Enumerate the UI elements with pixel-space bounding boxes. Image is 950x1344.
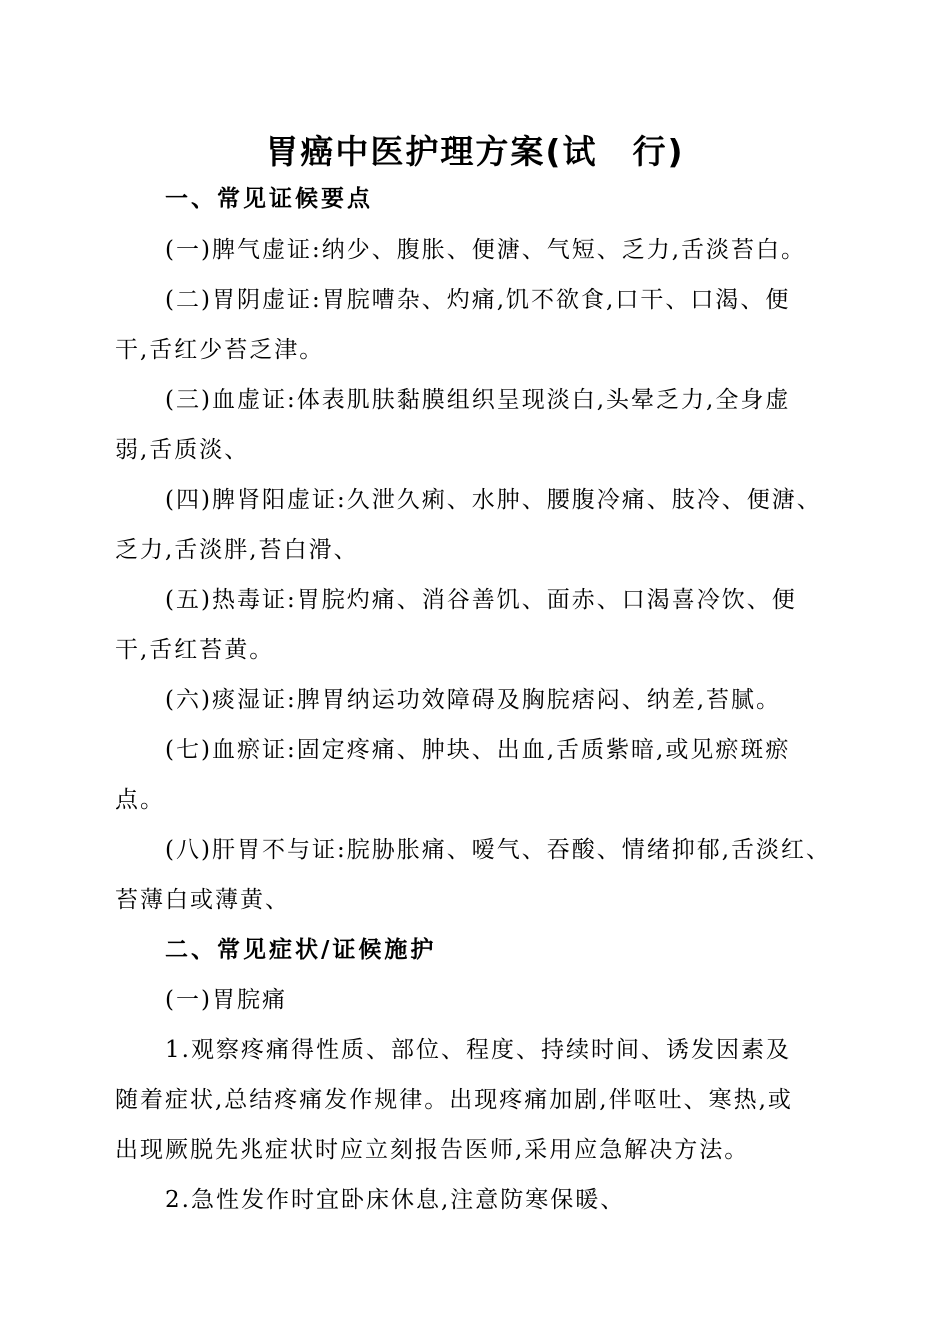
paragraph-line: (一)脾气虚证:纳少、腹胀、便溏、气短、乏力,舌淡苔白。 bbox=[165, 237, 807, 263]
paragraph-line: 干,舌红少苔乏津。 bbox=[115, 337, 325, 363]
paragraph-line: (三)血虚证:体表肌肤黏膜组织呈现淡白,头晕乏力,全身虚 bbox=[165, 387, 791, 413]
paragraph-line: 干,舌红苔黄。 bbox=[115, 637, 275, 663]
section-heading-1: 一、常见证候要点 bbox=[165, 186, 373, 212]
paragraph-line: 1.观察疼痛得性质、部位、程度、持续时间、诱发因素及 bbox=[165, 1037, 791, 1063]
paragraph-line: 出现厥脱先兆症状时应立刻报告医师,采用应急解决方法。 bbox=[115, 1137, 750, 1163]
paragraph-line: (七)血瘀证:固定疼痛、肿块、出血,舌质紫暗,或见瘀斑瘀 bbox=[165, 737, 791, 763]
paragraph-line: 苔薄白或薄黄、 bbox=[115, 887, 290, 913]
paragraph-line: 点。 bbox=[115, 787, 165, 813]
paragraph-line: 2.急性发作时宜卧床休息,注意防寒保暖、 bbox=[165, 1187, 626, 1213]
paragraph-line: (二)胃阴虚证:胃脘嘈杂、灼痛,饥不欲食,口干、口渴、便 bbox=[165, 287, 791, 313]
paragraph-line: (五)热毒证:胃脘灼痛、消谷善饥、面赤、口渴喜冷饮、便 bbox=[165, 587, 797, 613]
section-heading-2: 二、常见症状/证候施护 bbox=[165, 937, 437, 963]
paragraph-line: 随着症状,总结疼痛发作规律。出现疼痛加剧,伴呕吐、寒热,或 bbox=[115, 1087, 793, 1113]
paragraph-line: 乏力,舌淡胖,苔白滑、 bbox=[115, 537, 359, 563]
document-title: 胃癌中医护理方案(试 行) bbox=[265, 132, 685, 171]
paragraph-line: (八)肝胃不与证:脘胁胀痛、嗳气、吞酸、情绪抑郁,舌淡红、 bbox=[165, 837, 832, 863]
paragraph-line: 弱,舌质淡、 bbox=[115, 437, 250, 463]
paragraph-line: (六)痰湿证:脾胃纳运功效障碍及胸脘痞闷、纳差,苔腻。 bbox=[165, 687, 782, 713]
paragraph-line: (四)脾肾阳虚证:久泄久痢、水肿、腰腹冷痛、肢冷、便溏、 bbox=[165, 487, 822, 513]
subsection-heading: (一)胃脘痛 bbox=[165, 987, 287, 1013]
